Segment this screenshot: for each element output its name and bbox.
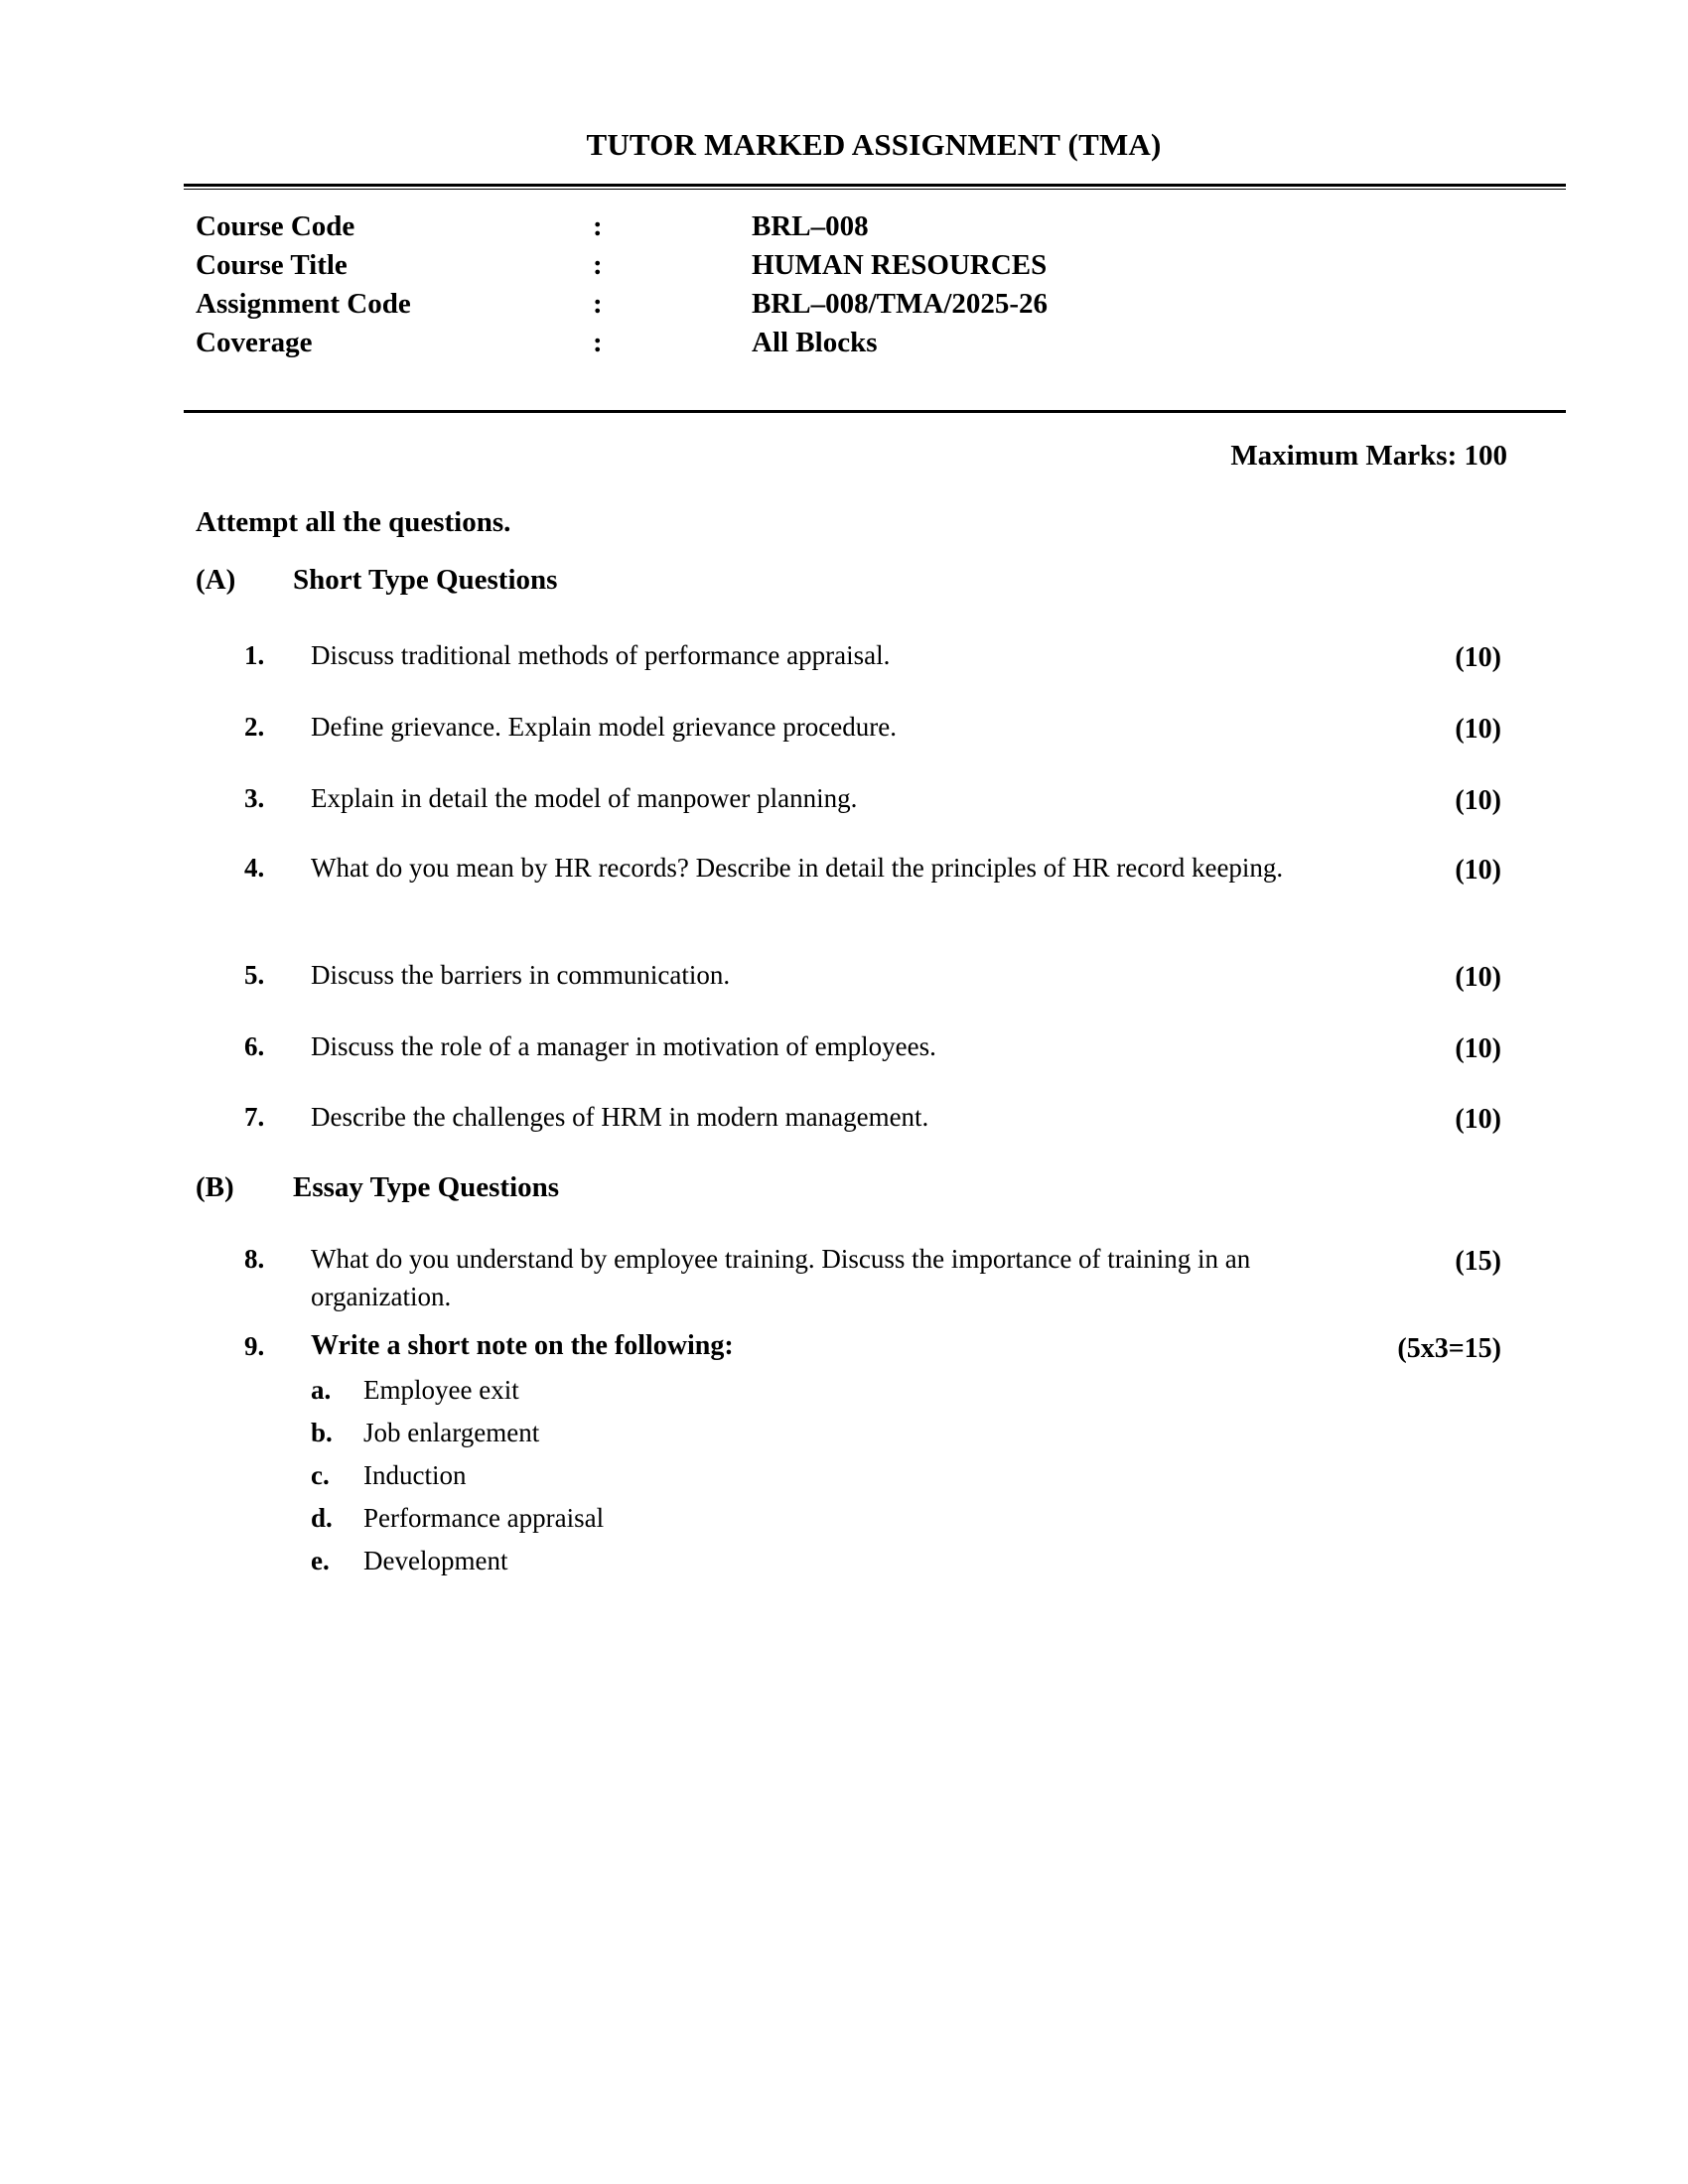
sub-item-text: Development [363, 1546, 508, 1575]
maximum-marks: Maximum Marks: 100 [1230, 440, 1507, 472]
colon-separator: : [593, 288, 603, 320]
section-a-title: Short Type Questions [293, 564, 558, 596]
sub-item-letter: d. [311, 1503, 333, 1533]
colon-separator: : [593, 210, 603, 242]
question-text: Define grievance. Explain model grievance procedure. [311, 712, 897, 742]
course-title-value: HUMAN RESOURCES [752, 249, 1048, 281]
question-marks: (10) [1455, 714, 1501, 745]
question-number: 7. [244, 1102, 265, 1132]
list-item [311, 1546, 604, 1588]
section-b-title: Essay Type Questions [293, 1171, 560, 1203]
question-row [244, 1240, 1507, 1315]
list-item [311, 1503, 604, 1546]
coverage-value: All Blocks [752, 327, 878, 358]
question-marks: (15) [1455, 1246, 1501, 1277]
course-code-value: BRL–008 [752, 210, 869, 242]
page-title: TUTOR MARKED ASSIGNMENT (TMA) [586, 127, 1162, 162]
question-text: What do you mean by HR records? Describe in detail the principles of HR record keeping. [311, 853, 1284, 883]
colon-separator: : [593, 327, 603, 358]
sub-item-letter: c. [311, 1460, 330, 1490]
list-item [311, 1460, 604, 1503]
question-marks: (10) [1455, 1104, 1501, 1135]
sub-item-text: Job enlargement [363, 1418, 540, 1447]
question-number: 5. [244, 960, 265, 990]
question-marks: (5x3=15) [1397, 1333, 1501, 1364]
sub-item-letter: a. [311, 1375, 332, 1405]
course-info-row [196, 288, 1189, 327]
question-marks: (10) [1455, 642, 1501, 673]
question-number: 2. [244, 712, 265, 742]
course-title-label: Course Title [196, 249, 348, 281]
question-row [244, 956, 1507, 1000]
colon-separator: : [593, 249, 603, 281]
question-marks: (10) [1455, 785, 1501, 816]
question-row [244, 1098, 1507, 1142]
question-marks: (10) [1455, 962, 1501, 993]
question-number: 3. [244, 783, 265, 813]
section-heading-a [196, 564, 557, 597]
question-text: Explain in detail the model of manpower planning. [311, 783, 858, 813]
list-item [311, 1375, 604, 1418]
question-number: 9. [244, 1331, 265, 1361]
question-row [244, 779, 1507, 823]
sub-item-letter: e. [311, 1546, 330, 1575]
question-row [244, 636, 1507, 680]
question-row [244, 849, 1507, 892]
instruction-text: Attempt all the questions. [196, 506, 511, 538]
sub-item-text: Performance appraisal [363, 1503, 605, 1533]
question-text: Discuss the barriers in communication. [311, 960, 731, 990]
sub-question-list [311, 1375, 604, 1588]
section-heading-b [196, 1171, 559, 1204]
question-row [244, 1027, 1507, 1071]
header-rule-bottom [184, 410, 1566, 413]
question-text: What do you understand by employee training. Discuss the importance of training in an organization. [311, 1244, 1251, 1311]
sub-item-letter: b. [311, 1418, 333, 1447]
question-number: 4. [244, 853, 265, 883]
section-a-letter: (A) [196, 564, 236, 596]
question-marks: (10) [1455, 855, 1501, 886]
sub-item-text: Employee exit [363, 1375, 519, 1405]
question-text: Describe the challenges of HRM in modern management. [311, 1102, 929, 1132]
question-number: 1. [244, 640, 265, 670]
question-marks: (10) [1455, 1033, 1501, 1064]
sub-item-text: Induction [363, 1460, 467, 1490]
list-item [311, 1418, 604, 1460]
question-text: Write a short note on the following: [311, 1330, 734, 1361]
question-text: Discuss traditional methods of performance appraisal. [311, 640, 891, 670]
course-info-row [196, 249, 1189, 288]
assignment-code-value: BRL–008/TMA/2025-26 [752, 288, 1049, 320]
coverage-label: Coverage [196, 327, 313, 358]
course-info-row [196, 327, 1189, 365]
course-info-row [196, 210, 1189, 249]
section-b-letter: (B) [196, 1171, 234, 1203]
header-rule-top [184, 184, 1566, 190]
course-info-block [196, 210, 1189, 365]
question-number: 6. [244, 1031, 265, 1061]
question-row [244, 1327, 1507, 1371]
course-code-label: Course Code [196, 210, 355, 242]
question-number: 8. [244, 1244, 265, 1274]
question-row [244, 708, 1507, 751]
question-text: Discuss the role of a manager in motivation of employees. [311, 1031, 936, 1061]
assignment-code-label: Assignment Code [196, 288, 411, 320]
